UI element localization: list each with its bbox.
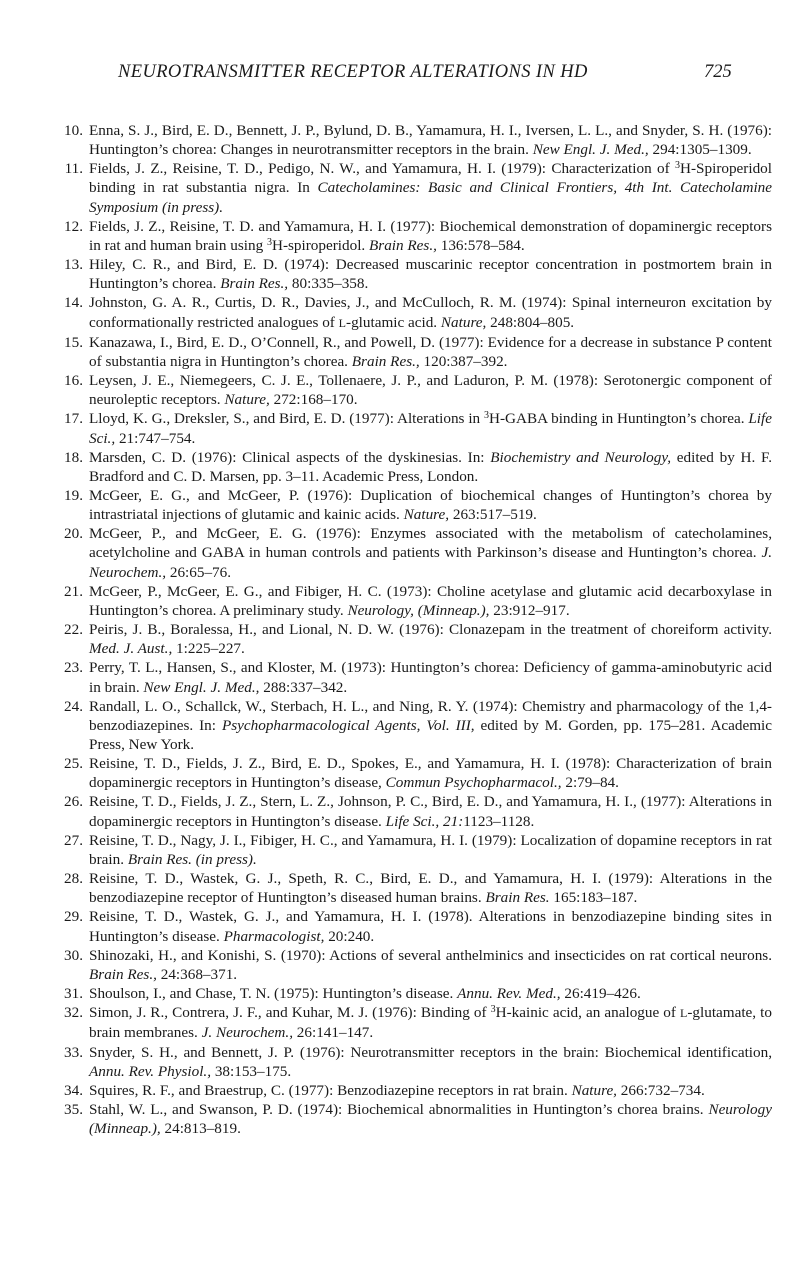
- reference-text: 165:183–187.: [549, 889, 638, 907]
- reference-item: [58, 754, 772, 792]
- page-number: 725: [704, 62, 732, 82]
- isotope-superscript: 3: [675, 160, 681, 172]
- journal-citation: Nature,: [440, 313, 487, 331]
- reference-text: Hiley, C. R., and Bird, E. D. (1974): Decreased muscarinic receptor concentration in postmortem brain in Huntington’s chorea.: [89, 256, 772, 293]
- journal-citation: Med. J. Aust.,: [89, 640, 173, 658]
- reference-text: Reisine, T. D., Nagy, J. I., Fibiger, H. C., and Yamamura, H. I. (1979): Localization of dopamine receptors in rat brain.: [89, 831, 772, 868]
- isotope-superscript: 3: [490, 1004, 496, 1016]
- reference-item: [58, 984, 772, 1003]
- journal-citation: New Engl. J. Med.,: [532, 141, 649, 159]
- journal-citation: Life Sci., 21:: [385, 812, 464, 830]
- reference-text: -glutamate, to brain membranes.: [89, 1004, 772, 1042]
- journal-citation: Nature,: [403, 506, 450, 524]
- reference-text: Perry, T. L., Hansen, S., and Kloster, M. (1973): Huntington’s chorea: Deficiency of gamma-aminobutyric acid in brain.: [89, 659, 772, 696]
- reference-text: Shoulson, I., and Chase, T. N. (1975): Huntington’s disease.: [89, 985, 458, 1003]
- reference-text: edited by M. Gorden, pp. 175–281. Academic Press, New York.: [89, 716, 773, 753]
- reference-text: 1123–1128.: [463, 812, 535, 830]
- reference-text: 248:804–805.: [486, 313, 575, 331]
- reference-number: 23.: [64, 659, 83, 677]
- journal-citation: Brain Res.,: [369, 236, 437, 254]
- reference-item: [58, 697, 772, 754]
- reference-text: McGeer, P., McGeer, E. G., and Fibiger, H. C. (1973): Choline acetylase and glutamic acid decarboxylase in Huntington’s chorea. A preliminary study.: [89, 582, 772, 619]
- reference-text: H-kainic acid, an analogue of: [495, 1004, 681, 1022]
- reference-number: 31.: [64, 985, 83, 1003]
- journal-citation: Nature,: [224, 391, 270, 409]
- reference-text: 266:732–734.: [616, 1081, 705, 1099]
- reference-text: Peiris, J. B., Boralessa, H., and Lional, N. D. W. (1976): Clonazepam in the treatment of choreiform activity.: [89, 621, 772, 639]
- reference-item: [58, 333, 772, 371]
- journal-citation: J. Neurochem.,: [89, 544, 772, 581]
- reference-text: edited by H. F. Bradford and C. D. Marsen, pp. 3–11. Academic Press, London.: [89, 448, 772, 485]
- reference-text: Stahl, W. L., and Swanson, P. D. (1974): Biochemical abnormalities in Huntington’s chorea brains.: [89, 1100, 709, 1118]
- reference-item: [58, 1003, 772, 1042]
- reference-text: Enna, S. J., Bird, E. D., Bennett, J. P., Bylund, D. B., Yamamura, H. I., Iversen, L. L., and Snyder, S. H. (1976): Huntington’s chorea: Changes in neurotransmitter receptors in the brain.: [89, 122, 772, 159]
- journal-citation: Annu. Rev. Med.,: [457, 985, 561, 1003]
- reference-list: [58, 121, 772, 1138]
- reference-text: 80:335–358.: [288, 275, 369, 293]
- reference-text: 2:79–84.: [561, 774, 619, 792]
- reference-text: Simon, J. R., Contrera, J. F., and Kuhar, M. J. (1976): Binding of: [89, 1004, 491, 1022]
- reference-text: McGeer, E. G., and McGeer, P. (1976): Duplication of biochemical changes of Huntington’s chorea by intrastriatal injections of glutamic and kainic acids.: [89, 486, 772, 524]
- reference-text: 24:813–819.: [160, 1120, 241, 1138]
- reference-text: 272:168–170.: [269, 391, 358, 409]
- journal-citation: Brain Res.,: [220, 275, 289, 293]
- reference-text: 294:1305–1309.: [648, 141, 752, 159]
- small-caps-prefix: L: [680, 1006, 688, 1021]
- reference-number: 20.: [64, 525, 83, 543]
- reference-text: Reisine, T. D., Wastek, G. J., and Yamamura, H. I. (1978). Alterations in benzodiazepine binding sites in Huntington’s disease.: [89, 908, 772, 945]
- reference-item: [58, 1043, 772, 1081]
- reference-number: 22.: [64, 621, 83, 639]
- reference-text: H-GABA binding in Huntington’s chorea.: [489, 410, 749, 428]
- reference-number: 15.: [64, 333, 83, 351]
- journal-citation: Catecholamines: Basic and Clinical Frontiers, 4th Int. Catecholamine Symposium (in press).: [89, 179, 773, 216]
- reference-item: [58, 620, 772, 658]
- reference-number: 30.: [64, 946, 83, 964]
- reference-text: 288:337–342.: [259, 678, 348, 696]
- reference-item: [58, 1081, 772, 1100]
- reference-text: H-Spiroperidol binding in rat substantia nigra. In: [89, 160, 772, 197]
- reference-number: 33.: [64, 1043, 83, 1061]
- reference-number: 34.: [64, 1081, 83, 1099]
- reference-number: 29.: [64, 908, 83, 926]
- reference-text: Reisine, T. D., Wastek, G. J., Speth, R. C., Bird, E. D., and Yamamura, H. I. (1979): Alterations in the benzodiazepine receptor of Huntington’s diseased human brains.: [89, 870, 772, 907]
- reference-number: 28.: [64, 870, 83, 888]
- reference-number: 14.: [64, 294, 83, 312]
- reference-number: 25.: [64, 755, 83, 773]
- reference-item: [58, 869, 772, 907]
- journal-citation: Nature,: [571, 1081, 617, 1099]
- reference-text: H-spiroperidol.: [272, 236, 370, 254]
- reference-item: [58, 217, 772, 255]
- journal-citation: J. Neurochem.,: [201, 1024, 293, 1042]
- reference-number: 12.: [64, 217, 83, 235]
- reference-item: [58, 255, 772, 293]
- reference-text: 1:225–227.: [172, 640, 245, 658]
- reference-text: Snyder, S. H., and Bennett, J. P. (1976): Neurotransmitter receptors in the brain: Biochemical identification,: [89, 1043, 772, 1061]
- reference-text: 26:419–426.: [560, 985, 641, 1003]
- reference-text: Lloyd, K. G., Dreksler, S., and Bird, E. D. (1977): Alterations in: [89, 410, 485, 428]
- reference-number: 21.: [64, 582, 83, 600]
- journal-citation: Brain Res.,: [89, 965, 157, 983]
- reference-text: Fields, J. Z., Reisine, T. D. and Yamamura, H. I. (1977): Biochemical demonstration of dopaminergic receptors in rat and human brain using: [89, 217, 772, 254]
- reference-item: [58, 448, 772, 486]
- reference-text: Leysen, J. E., Niemegeers, C. J. E., Tollenaere, J. P., and Laduron, P. M. (1978): Serotonergic component of neuroleptic receptors.: [89, 372, 772, 409]
- reference-item: [58, 658, 772, 696]
- reference-item: [58, 831, 772, 869]
- journal-citation: Brain Res.,: [351, 352, 420, 370]
- reference-number: 19.: [64, 486, 83, 504]
- reference-item: [58, 1100, 772, 1138]
- reference-item: [58, 946, 772, 984]
- reference-text: 26:141–147.: [293, 1024, 374, 1042]
- reference-number: 35.: [64, 1100, 83, 1118]
- reference-item: [58, 524, 772, 581]
- journal-citation: Psychopharmacological Agents, Vol. III,: [221, 716, 475, 734]
- reference-number: 18.: [64, 448, 83, 466]
- journal-citation: Brain Res. (in press).: [127, 850, 257, 868]
- journal-citation: New Engl. J. Med.,: [143, 678, 260, 696]
- reference-item: [58, 907, 772, 945]
- reference-item: [58, 121, 772, 159]
- reference-text: Marsden, C. D. (1976): Clinical aspects of the dyskinesias. In:: [89, 448, 491, 466]
- reference-text: Shinozaki, H., and Konishi, S. (1970): Actions of several anthelminics and insecticides on rat cortical neurons.: [89, 946, 772, 964]
- reference-text: 24:368–371.: [156, 965, 238, 983]
- reference-text: Johnston, G. A. R., Curtis, D. R., Davies, J., and McCulloch, R. M. (1974): Spinal interneuron excitation by conformationally restricted analogues of: [89, 294, 772, 331]
- reference-text: 20:240.: [324, 927, 375, 945]
- reference-number: 11.: [64, 160, 83, 178]
- reference-text: 21:747–754.: [115, 429, 196, 447]
- reference-item: [58, 293, 772, 332]
- reference-number: 32.: [64, 1004, 83, 1022]
- reference-text: 23:912–917.: [489, 601, 570, 619]
- journal-citation: Commun Psychopharmacol.,: [385, 774, 562, 792]
- reference-item: [58, 159, 772, 216]
- journal-citation: Brain Res.: [485, 889, 550, 907]
- journal-citation: Neurology, (Minneap.),: [347, 601, 490, 619]
- reference-text: Randall, L. O., Schallck, W., Sterbach, H. L., and Ning, R. Y. (1974): Chemistry and pharmacology of the 1,4-benzodiazepines. In:: [89, 697, 772, 734]
- reference-item: [58, 486, 772, 524]
- reference-text: Squires, R. F., and Braestrup, C. (1977): Benzodiazepine receptors in rat brain.: [89, 1081, 572, 1099]
- running-head: [0, 62, 800, 92]
- reference-text: Reisine, T. D., Fields, J. Z., Stern, L. Z., Johnson, P. C., Bird, E. D., and Yamamura, H. I., (1977): Alterations in dopaminergic receptors in Huntington’s disease.: [89, 793, 772, 830]
- reference-number: 10.: [64, 122, 83, 139]
- reference-item: [58, 792, 772, 830]
- reference-text: Kanazawa, I., Bird, E. D., O’Connell, R., and Powell, D. (1977): Evidence for a decrease in substance P content of substantia nigra in Huntington’s chorea.: [89, 333, 772, 370]
- reference-text: 263:517–519.: [449, 506, 537, 524]
- small-caps-prefix: L: [338, 315, 347, 330]
- reference-number: 13.: [64, 256, 83, 274]
- reference-number: 17.: [64, 410, 83, 428]
- isotope-superscript: 3: [267, 236, 272, 248]
- reference-text: Reisine, T. D., Fields, J. Z., Bird, E. D., Spokes, E., and Yamamura, H. I. (1978): Characterization of brain dopaminergic receptors in Huntington’s disease,: [89, 755, 772, 792]
- reference-text: 120:387–392.: [419, 352, 508, 370]
- journal-citation: Life Sci.,: [89, 410, 772, 447]
- reference-text: McGeer, P., and McGeer, E. G. (1976): Enzymes associated with the metabolism of catecholamines, acetylcholine and GABA in human controls and patients with Parkinson’s disease and Huntington’s chorea.: [89, 525, 772, 562]
- running-title: NEUROTRANSMITTER RECEPTOR ALTERATIONS IN HD: [118, 62, 588, 82]
- reference-text: -glutamic acid.: [346, 313, 441, 331]
- reference-text: 136:578–584.: [436, 236, 525, 254]
- reference-number: 24.: [64, 697, 83, 715]
- reference-text: Fields, J. Z., Reisine, T. D., Pedigo, N. W., and Yamamura, H. I. (1979): Characterization of: [89, 160, 676, 178]
- journal-citation: Pharmacologist,: [223, 927, 325, 945]
- reference-item: [58, 582, 772, 620]
- reference-item: [58, 409, 772, 447]
- journal-citation: Annu. Rev. Physiol.,: [89, 1062, 212, 1080]
- reference-number: 27.: [64, 831, 83, 849]
- reference-number: 26.: [64, 793, 83, 811]
- isotope-superscript: 3: [484, 410, 490, 422]
- journal-citation: Neurology (Minneap.),: [89, 1100, 772, 1138]
- journal-citation: Biochemistry and Neurology,: [490, 448, 672, 466]
- reference-text: 26:65–76.: [166, 563, 232, 581]
- reference-item: [58, 371, 772, 409]
- reference-number: 16.: [64, 372, 83, 390]
- reference-text: 38:153–175.: [211, 1062, 292, 1080]
